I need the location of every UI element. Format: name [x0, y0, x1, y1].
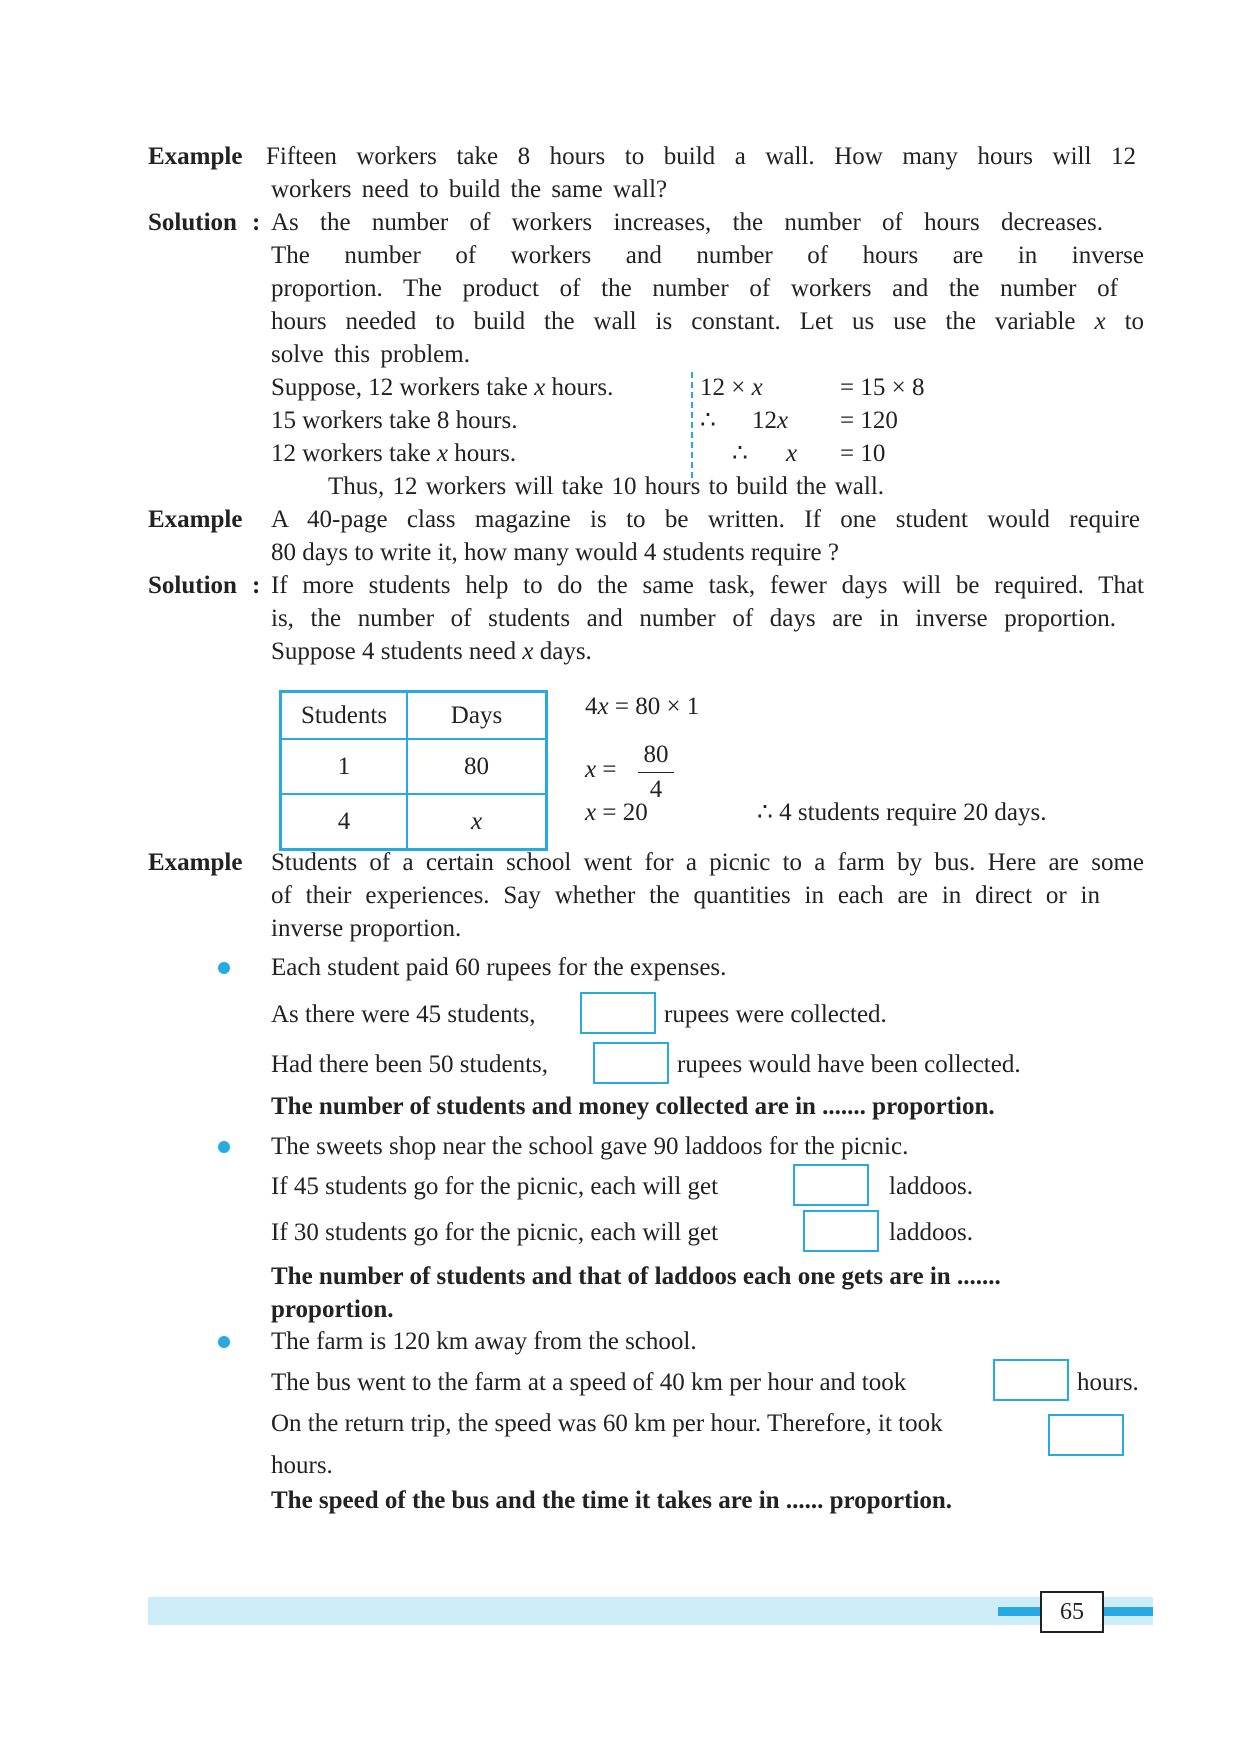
question-text: hours.	[271, 1452, 333, 1479]
question-text: On the return trip, the speed was 60 km per hour. Therefore, it took	[271, 1410, 943, 1437]
therefore-symbol: ∴	[732, 440, 748, 467]
example-label: Example	[148, 849, 243, 876]
question-text: If 30 students go for the picnic, each will get	[271, 1219, 719, 1246]
equation-rhs: = 10	[840, 440, 886, 467]
solution-text: If more students help to do the same task, fewer days will be required. That	[271, 572, 1144, 599]
question-text: hours.	[1077, 1369, 1139, 1396]
solution-conclusion: ∴ 4 students require 20 days.	[757, 799, 1047, 826]
supposition-line: Suppose, 12 workers take x hours.	[271, 374, 614, 401]
solution-text: is, the number of students and number of days are in inverse proportion.	[271, 605, 1116, 632]
answer-box[interactable]	[803, 1210, 879, 1252]
solution-label: Solution	[148, 572, 237, 599]
question-text: rupees would have been collected.	[677, 1051, 1021, 1078]
question-text: laddoos.	[889, 1173, 974, 1200]
solution-text: hours needed to build the wall is constant. Let us use the variable x to	[271, 308, 1145, 335]
question-text: The bus went to the farm at a speed of 40 km per hour and took	[271, 1369, 907, 1396]
answer-box[interactable]	[580, 992, 656, 1034]
equation-rhs: = 15 × 8	[840, 374, 925, 401]
bullet-text: Each student paid 60 rupees for the expenses.	[271, 954, 727, 981]
equation-lhs: 12 × x	[700, 374, 763, 401]
table-cell: x	[407, 794, 547, 850]
fraction-denominator: 4	[649, 776, 663, 803]
page-number: 65	[1040, 1591, 1104, 1633]
table-cell: 4	[281, 794, 408, 850]
bullet-dot	[218, 1141, 230, 1153]
example-text: Students of a certain school went for a picnic to a farm by bus. Here are some	[271, 849, 1144, 876]
supposition-line: 15 workers take 8 hours.	[271, 407, 518, 434]
solution-text: As the number of workers increases, the number of hours decreases.	[271, 209, 1103, 236]
proportion-statement: The speed of the bus and the time it takes are in ...... proportion.	[271, 1487, 953, 1514]
proportion-statement: proportion.	[271, 1296, 394, 1323]
fraction-numerator: 80	[643, 741, 669, 768]
equation-rhs: = 120	[840, 407, 898, 434]
fraction-80-over-4	[638, 740, 674, 805]
students-days-table	[279, 690, 548, 851]
table-header-days: Days	[407, 692, 547, 740]
equation-line: 4x = 80 × 1	[585, 693, 700, 720]
example-text: Fifteen workers take 8 hours to build a wall. How many hours will 12	[266, 143, 1136, 170]
supposition-line: 12 workers take x hours.	[271, 440, 517, 467]
example-text: 80 days to write it, how many would 4 students require ?	[271, 539, 839, 566]
answer-box[interactable]	[993, 1359, 1069, 1401]
fraction-bar	[638, 772, 674, 773]
solution-colon: :	[252, 572, 261, 599]
proportion-statement: The number of students and money collected are in ....... proportion.	[271, 1093, 995, 1120]
bullet-text: The sweets shop near the school gave 90 laddoos for the picnic.	[271, 1133, 909, 1160]
example-text: of their experiences. Say whether the quantities in each are in direct or in	[271, 882, 1100, 909]
question-text: As there were 45 students,	[271, 1001, 536, 1028]
solution-text: proportion. The product of the number of workers and the number of	[271, 275, 1118, 302]
question-text: Had there been 50 students,	[271, 1051, 549, 1078]
example-text: A 40-page class magazine is to be written. If one student would require	[271, 506, 1140, 533]
answer-box[interactable]	[793, 1164, 869, 1206]
question-text: If 45 students go for the picnic, each will get	[271, 1173, 719, 1200]
bullet-dot	[218, 1336, 230, 1348]
solution-colon: :	[252, 209, 261, 236]
equation-lhs: 12x	[752, 407, 789, 434]
bullet-text: The farm is 120 km away from the school.	[271, 1328, 697, 1355]
equation-lhs: x	[786, 440, 798, 467]
solution-conclusion: Thus, 12 workers will take 10 hours to build the wall.	[328, 473, 885, 500]
table-header-students: Students	[281, 692, 408, 740]
equation-line: x =	[585, 756, 617, 783]
answer-box[interactable]	[593, 1042, 669, 1084]
bullet-dot	[218, 962, 230, 974]
example-text: inverse proportion.	[271, 915, 462, 942]
example-text: workers need to build the same wall?	[271, 176, 668, 203]
solution-label: Solution	[148, 209, 237, 236]
solution-text: solve this problem.	[271, 341, 470, 368]
equation-line: x = 20	[585, 799, 648, 826]
example-label: Example	[148, 143, 243, 170]
proportion-statement: The number of students and that of laddoos each one gets are in .......	[271, 1263, 1001, 1290]
solution-text: The number of workers and number of hours are in inverse	[271, 242, 1144, 269]
dashed-divider	[691, 372, 693, 478]
question-text: laddoos.	[889, 1219, 974, 1246]
answer-box[interactable]	[1048, 1414, 1124, 1456]
table-cell: 80	[407, 739, 547, 794]
solution-text: Suppose 4 students need x days.	[271, 638, 592, 665]
table-cell: 1	[281, 739, 408, 794]
therefore-symbol: ∴	[700, 407, 716, 434]
example-label: Example	[148, 506, 243, 533]
question-text: rupees were collected.	[664, 1001, 887, 1028]
